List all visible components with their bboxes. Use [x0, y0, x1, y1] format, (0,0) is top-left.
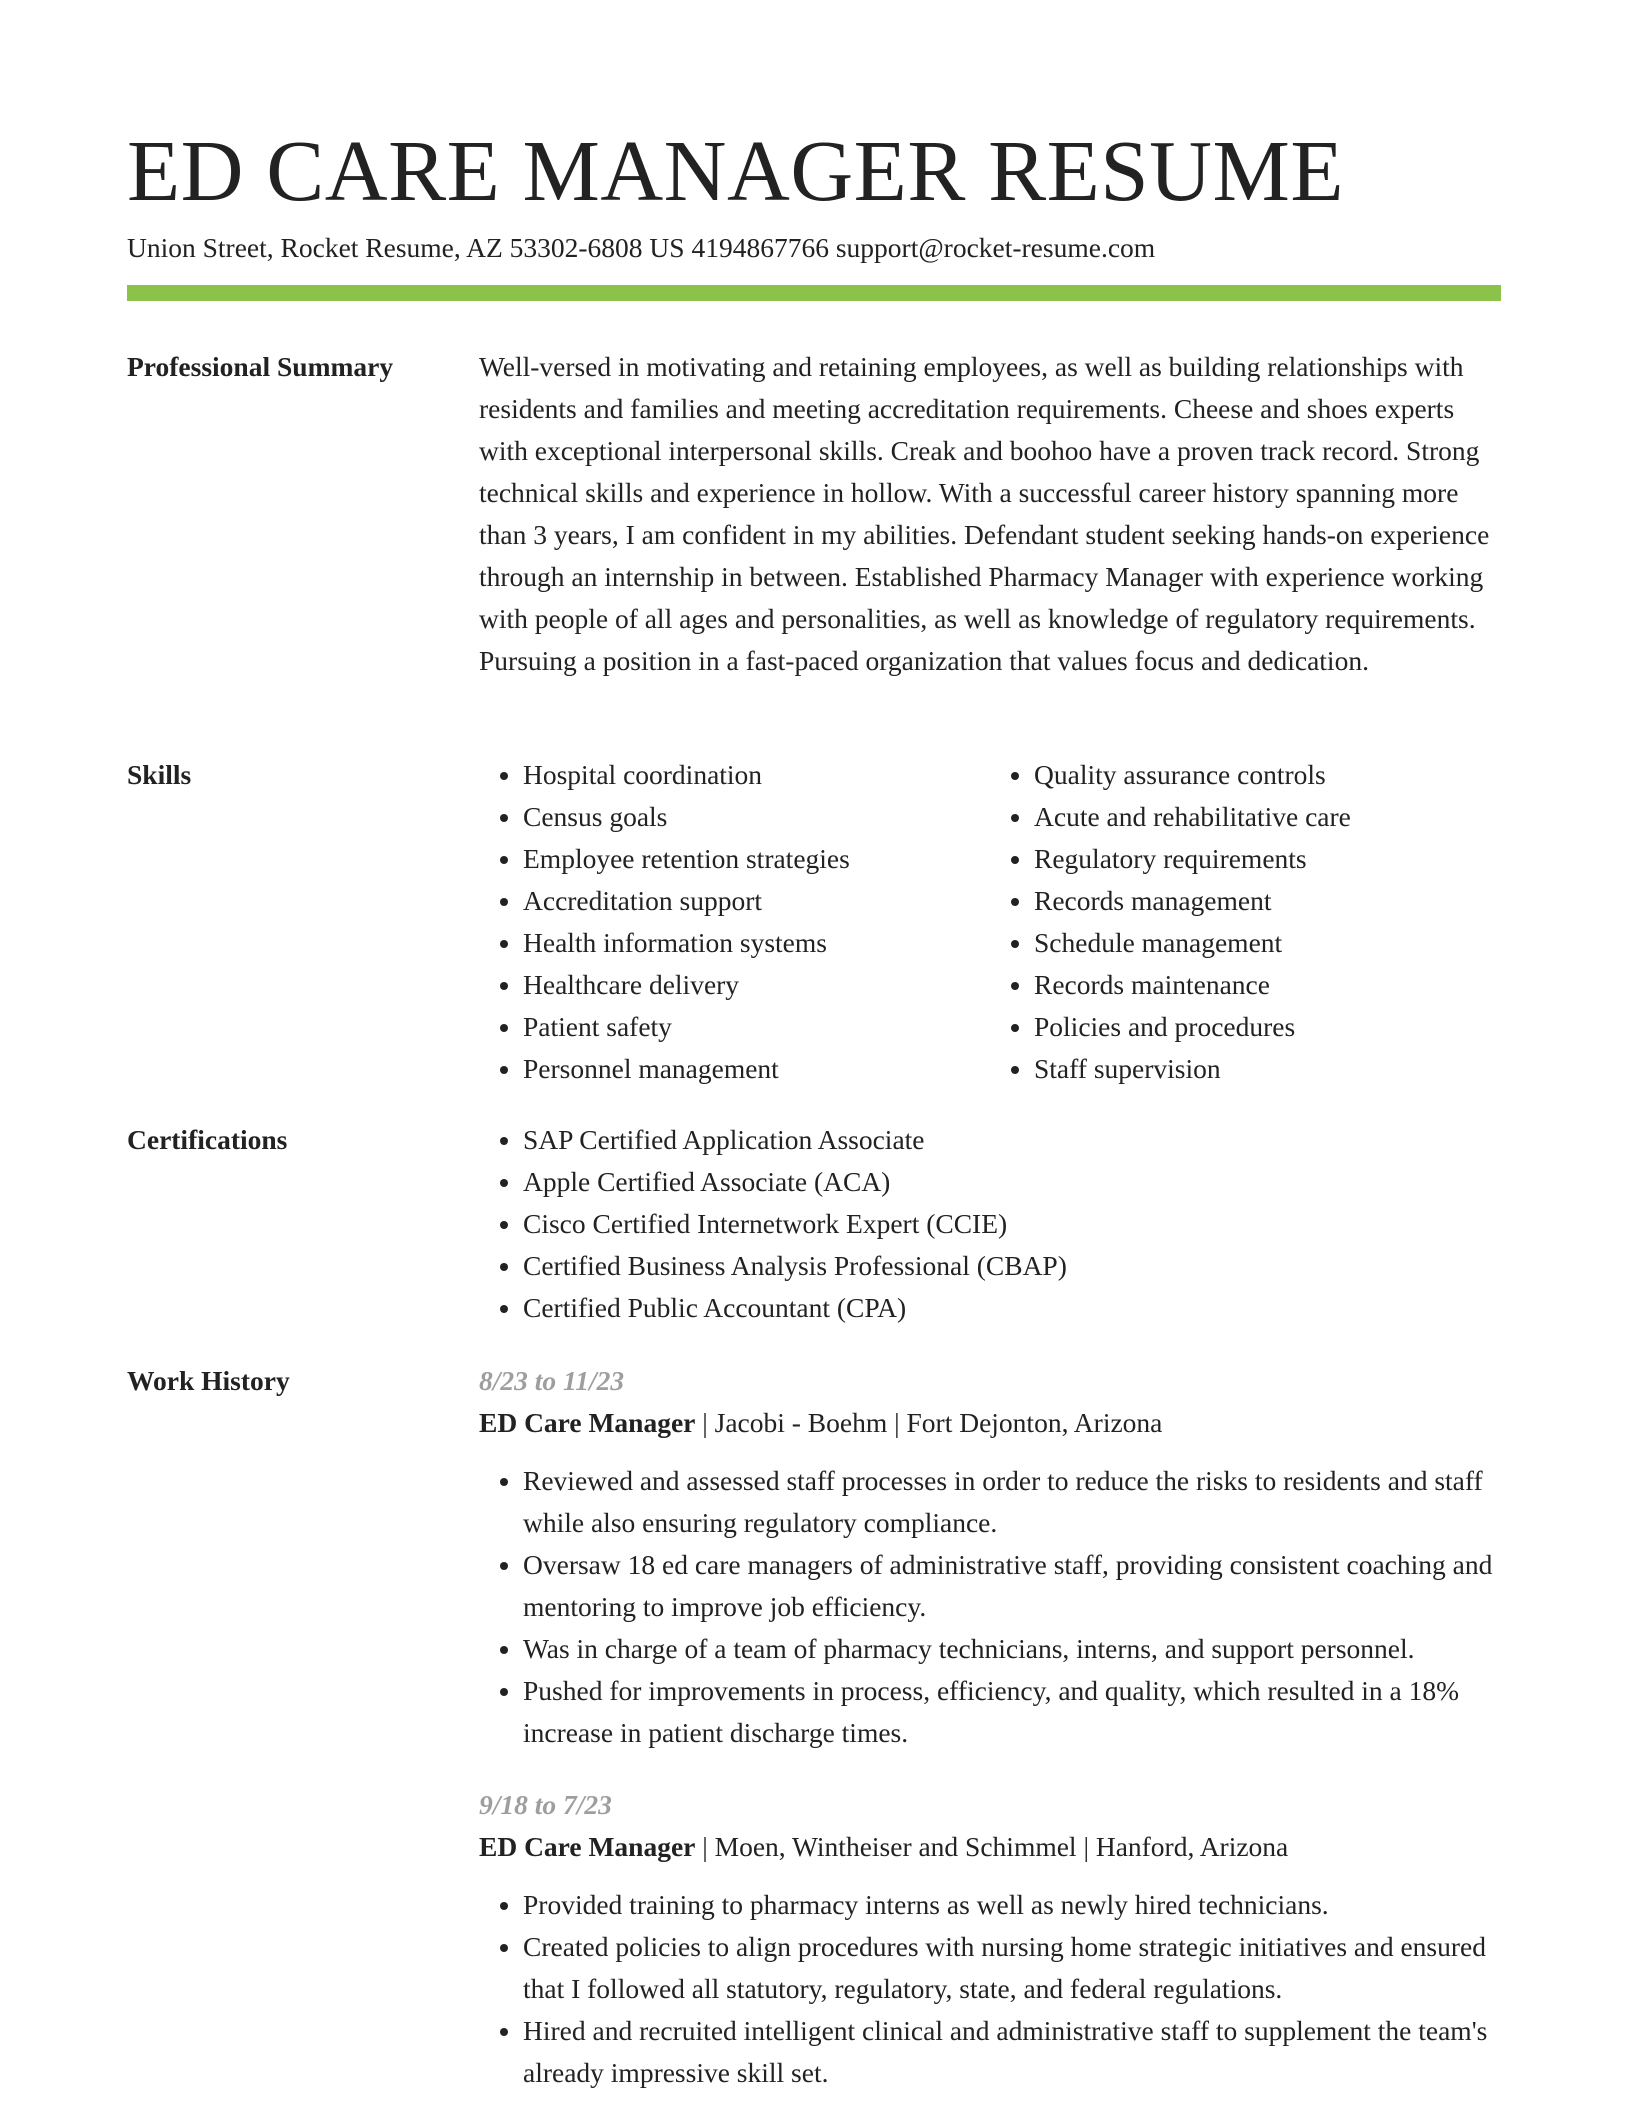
accent-divider: [127, 285, 1501, 301]
job-heading: [479, 1826, 1501, 1868]
resume-title: ED CARE MANAGER RESUME: [127, 122, 1344, 219]
job-bullet: • Provided training to pharmacy interns as well as newly hired technicians.: [523, 1884, 1501, 1926]
certifications-label: Certifications: [127, 1124, 288, 1155]
certifications-body: [479, 1119, 1501, 1329]
skill-item: • Quality assurance controls: [1034, 754, 1501, 796]
work-history-body: [479, 1360, 1501, 2094]
skill-item: • Records maintenance: [1034, 964, 1501, 1006]
job-entry: [479, 1360, 1501, 1754]
skills-label: Skills: [127, 759, 192, 790]
certification-item: • Certified Public Accountant (CPA): [523, 1287, 1501, 1329]
certification-item: • Apple Certified Associate (ACA): [523, 1161, 1501, 1203]
skills-list-left: [479, 754, 990, 1090]
summary-label: Professional Summary: [127, 351, 394, 382]
certification-item: • Cisco Certified Internetwork Expert (CCIE): [523, 1203, 1501, 1245]
skill-item: • Accreditation support: [523, 880, 990, 922]
skill-item: • Regulatory requirements: [1034, 838, 1501, 880]
job-bullets: [479, 1884, 1501, 2094]
job-bullet: • Created policies to align procedures with nursing home strategic initiatives and ensured that I followed all statutory, regulatory, state, and federal regulations.: [523, 1926, 1501, 2010]
job-heading: [479, 1402, 1501, 1444]
job-details: | Jacobi - Boehm | Fort Dejonton, Arizona: [695, 1407, 1163, 1438]
skill-item: • Acute and rehabilitative care: [1034, 796, 1501, 838]
job-dates: 9/18 to 7/23: [479, 1789, 612, 1820]
job-bullet: • Pushed for improvements in process, efficiency, and quality, which resulted in a 18% increase in patient discharge times.: [523, 1670, 1501, 1754]
skill-item: • Employee retention strategies: [523, 838, 990, 880]
skills-list-right: [990, 754, 1501, 1090]
skill-item: • Policies and procedures: [1034, 1006, 1501, 1048]
job-bullet: • Was in charge of a team of pharmacy technicians, interns, and support personnel.: [523, 1628, 1501, 1670]
job-bullet: • Hired and recruited intelligent clinical and administrative staff to supplement the team's already impressive skill set.: [523, 2010, 1501, 2094]
summary-body: [479, 346, 1501, 682]
skill-item: • Health information systems: [523, 922, 990, 964]
skill-item: • Hospital coordination: [523, 754, 990, 796]
skill-item: • Personnel management: [523, 1048, 990, 1090]
job-bullet: • Reviewed and assessed staff processes in order to reduce the risks to residents and staff while also ensuring regulatory compliance.: [523, 1460, 1501, 1544]
certification-item: • SAP Certified Application Associate: [523, 1119, 1501, 1161]
skills-grid: [479, 754, 1501, 1090]
job-details: | Moen, Wintheiser and Schimmel | Hanford, Arizona: [695, 1831, 1289, 1862]
job-dates: 8/23 to 11/23: [479, 1365, 625, 1396]
job-title: ED Care Manager: [479, 1831, 696, 1862]
contact-line: Union Street, Rocket Resume, AZ 53302-6808 US 4194867766 support@rocket-resume.com: [127, 232, 1156, 263]
certification-item: • Certified Business Analysis Professional (CBAP): [523, 1245, 1501, 1287]
skill-item: • Patient safety: [523, 1006, 990, 1048]
job-title: ED Care Manager: [479, 1407, 696, 1438]
skill-item: • Schedule management: [1034, 922, 1501, 964]
job-entry: [479, 1784, 1501, 2094]
skill-item: • Census goals: [523, 796, 990, 838]
certifications-list: [479, 1119, 1501, 1329]
job-bullet: • Oversaw 18 ed care managers of administrative staff, providing consistent coaching and mentoring to improve job efficiency.: [523, 1544, 1501, 1628]
summary-text: Well-versed in motivating and retaining employees, as well as building relationships with residents and families and meeting accreditation requirements. Cheese and shoes experts with exceptional interpersonal skills. Creak and boohoo have a proven track record. Strong technical skills and experience in hollow. With a successful career history spanning more than 3 years, I am confident in my abilities. Defendant student seeking hands-on experience through an internship in between. Established Pharmacy Manager with experience working with people of all ages and personalities, as well as knowledge of regulatory requirements. Pursuing a position in a fast-paced organization that values focus and dedication.: [479, 351, 1490, 676]
work-history-label: Work History: [127, 1365, 290, 1396]
skill-item: • Staff supervision: [1034, 1048, 1501, 1090]
skill-item: • Records management: [1034, 880, 1501, 922]
skill-item: • Healthcare delivery: [523, 964, 990, 1006]
job-bullets: [479, 1460, 1501, 1754]
